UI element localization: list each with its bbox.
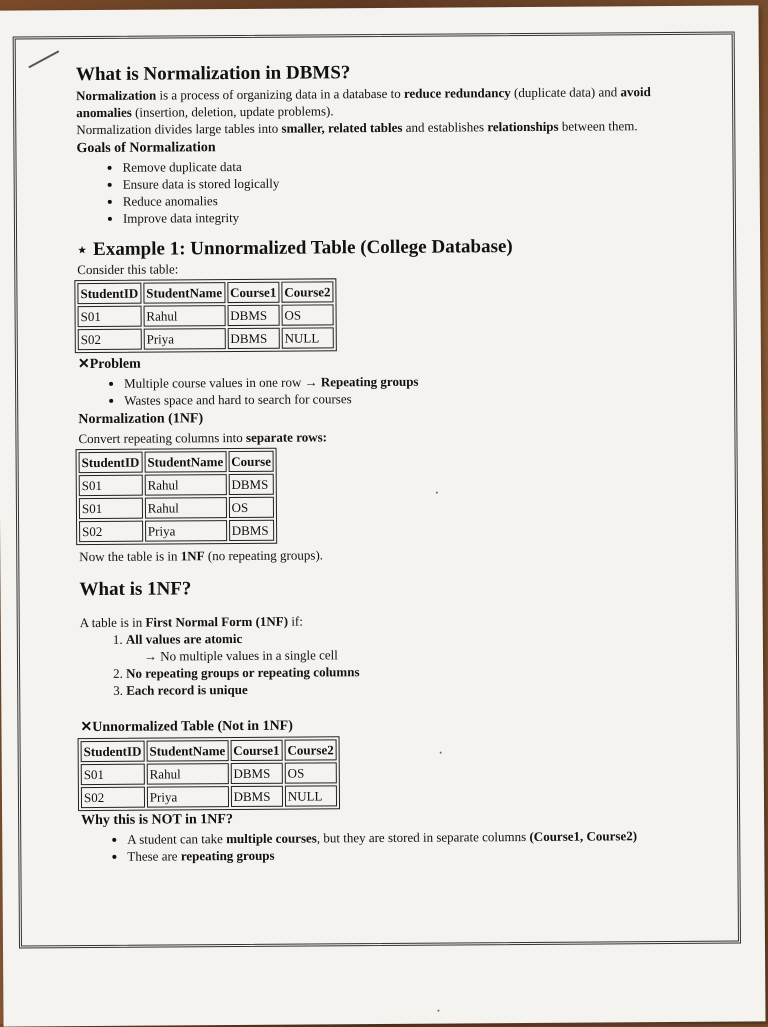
list-item: • Wastes space and hard to search for courses xyxy=(124,388,678,409)
list-item: 2. No repeating groups or repeating columns xyxy=(126,661,680,682)
table-header-row xyxy=(81,739,337,762)
unnormalized-table-2 xyxy=(78,736,341,811)
list-item: • A student can take multiple courses, but they are stored in separate columns (Course1, Course2) xyxy=(127,827,681,848)
table-cell: DBMS xyxy=(230,763,282,784)
table-cell: OS xyxy=(229,497,275,518)
table-header-row xyxy=(77,281,333,304)
unnormalized-heading: ✕Unnormalized Table (Not in 1NF) xyxy=(80,718,293,736)
consider-text: Consider this table: xyxy=(77,261,179,278)
table-header-cell: StudentID xyxy=(79,452,143,473)
table-cell: NULL xyxy=(285,785,337,806)
cross-icon: ✕ xyxy=(80,720,93,736)
table-cell: Priya xyxy=(143,328,225,350)
table-cell: S02 xyxy=(79,521,143,542)
why-list xyxy=(81,827,681,865)
table-cell: Priya xyxy=(147,786,229,808)
table-cell: Rahul xyxy=(145,497,227,519)
list-item: 3. Each record is unique xyxy=(126,678,680,699)
now-1nf-text: Now the table is in 1NF (no repeating groups). xyxy=(79,547,324,565)
table-row xyxy=(81,762,337,785)
table-header-cell: Course2 xyxy=(284,739,336,760)
table-cell: DBMS xyxy=(229,520,275,541)
table-cell: S01 xyxy=(79,475,143,496)
table-row xyxy=(81,785,337,808)
table-cell: Priya xyxy=(145,520,227,542)
table-header-cell: Course2 xyxy=(281,281,333,302)
page-title: What is Normalization in DBMS? xyxy=(75,62,351,86)
table-header-cell: StudentName xyxy=(143,282,225,304)
table-cell: DBMS xyxy=(227,305,279,326)
problem-heading: ✕Problem xyxy=(77,356,141,373)
goals-heading: Goals of Normalization xyxy=(76,140,216,157)
list-item: 1. All values are atomic → No multiple values in a single cell xyxy=(126,627,680,665)
table-cell: S02 xyxy=(78,329,142,350)
example1-title: ⋆ Example 1: Unnormalized Table (College Database) xyxy=(77,236,513,261)
table-row xyxy=(78,327,334,350)
normalization-1nf-heading: Normalization (1NF) xyxy=(78,411,204,428)
why-not-1nf-heading: Why this is NOT in 1NF? xyxy=(81,812,234,829)
table-row xyxy=(78,304,334,327)
table-cell: S01 xyxy=(78,306,142,327)
paper-sheet xyxy=(0,5,766,1026)
table-header-cell: StudentID xyxy=(77,283,141,304)
document-body xyxy=(76,62,682,865)
list-item: • These are repeating groups xyxy=(127,844,681,865)
list-item: • Multiple course values in one row → Repeating groups xyxy=(124,371,678,392)
table-cell: DBMS xyxy=(228,474,274,495)
table-header-cell: StudentName xyxy=(144,451,226,473)
unnormalized-table xyxy=(74,278,337,353)
paragraph-definition: Normalization is a process of organizing data in a database to reduce redundancy (duplicate data) and avoid anomalies (insertion, deletion, update problems). xyxy=(76,84,651,121)
table-cell: OS xyxy=(285,762,337,783)
table-header-cell: Course1 xyxy=(230,740,282,761)
table-header-cell: Course1 xyxy=(227,282,279,303)
table-cell: OS xyxy=(281,304,333,325)
table-row xyxy=(79,497,275,519)
stray-dot xyxy=(437,1010,439,1012)
table-header-cell: Course xyxy=(228,451,274,472)
table-cell: S01 xyxy=(79,498,143,519)
table-cell: S02 xyxy=(81,787,145,808)
problem-list xyxy=(78,371,678,409)
table-cell: DBMS xyxy=(231,786,283,807)
what-is-1nf-title: What is 1NF? xyxy=(79,578,192,601)
list-item: • Reduce anomalies xyxy=(123,189,677,210)
table-cell: S01 xyxy=(81,764,145,785)
table-row xyxy=(79,474,275,496)
star-icon: ⋆ xyxy=(77,242,88,260)
paragraph-divides: Normalization divides large tables into smaller, related tables and establishes relationships between them. xyxy=(76,118,638,138)
1nf-intro: A table is in First Normal Form (1NF) if: xyxy=(79,613,303,631)
table-header-row xyxy=(79,451,275,473)
table-header-cell: StudentName xyxy=(146,740,228,762)
list-item: • Remove duplicate data xyxy=(122,155,676,176)
cross-icon: ✕ xyxy=(77,357,90,373)
table-cell: Rahul xyxy=(143,305,225,327)
1nf-rules-list xyxy=(80,627,680,699)
table-cell: NULL xyxy=(282,327,334,348)
stray-dot xyxy=(436,492,438,494)
table-header-cell: StudentID xyxy=(81,741,145,762)
table-cell: Rahul xyxy=(145,474,227,496)
rule1-subtext: → No multiple values in a single cell xyxy=(143,647,338,664)
list-item: • Improve data integrity xyxy=(123,206,677,227)
table-row xyxy=(79,520,275,542)
stray-dot xyxy=(440,752,442,754)
table-cell: DBMS xyxy=(227,328,279,349)
normalized-table xyxy=(76,448,278,545)
goals-list xyxy=(77,155,677,227)
convert-text: Convert repeating columns into separate rows: xyxy=(78,429,328,447)
list-item: • Ensure data is stored logically xyxy=(123,172,677,193)
table-cell: Rahul xyxy=(147,763,229,785)
